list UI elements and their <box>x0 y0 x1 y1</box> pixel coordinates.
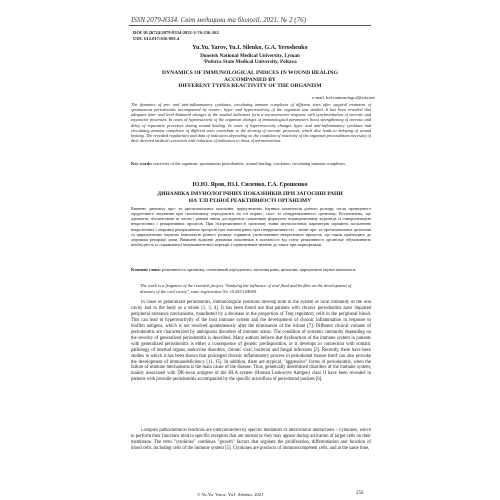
authors-en: Yu.Yu. Yarov, Yu.I. Silenko, G.A. Yeroshenko <box>192 45 308 51</box>
affiliation-2: ¹Poltava State Medical University, Poltava <box>203 59 297 65</box>
body-paragraph-1: In cases of generalized periodontitis, immunological reactions develop both in the system of local immunity of the oral cavity and in the body as a whole [1, 3, 4]. It has been found out that patients with chronic periodontitis have impaired peripheral tolerance mechanisms, manifested by a decrease in the proportion of Treg regulatory cells in the peripheral blood. This can lead to hyperreactivity of the host immune system and the development of chronic inflammation in response to biofilm antigens, which is not resolved spontaneously after the elimination of the irritant [7]. Different clinical variants of periodontitis are characterized by ambiguous disorders of immune status. The condition of systemic immunity depending on the severity of generalized periodontitis is described. Many authors believe that dysfunction of the immune system in patients with generalized periodontitis is either a consequence of genetic predisposition, or it develops in connection with somatic pathology of internal organs, endocrine disorders, chronic viral, bacterial and fungal infections [2]. Recently, there have been studies in which it has been shown that prolonged chronic inflammatory process in periodontal tissues itself can also provoke the development of immunodeficiency [11, 15]. In addition, there are atypical, "aggressive" forms of periodontitis, when the failure of immune mechanisms is the main cause of the disease. Thus, genetically determined disorders of the immune system, mainly associated with DR-locus antigens of the HLA system (Human Leukocyte Antigen) class II have been revealed in patients with juvenile periodontitis accompanied by the specific microflora of periodontal pockets [6]. <box>131 300 371 383</box>
abstract-en: The dynamics of pro- and anti-inflammatory cytokines, circulating immune complexes of different sizes after surgical treatment of spontaneous periodontitis accompanied by normo-, hypo- and hyperreactivity of the organism was studied. It has been revealed that adequate time- and level-balanced changes in the studied indicators form a normoreactive response with synchronization of necrotic and reparative processes. In cases of hyporeactivity of the organism changes of immunological parameters boost strengthening of necrotic and delay of reparative processes during wound healing. In cases of hyperreactivity changes hypo- and anti-inflammatory cytokines and circulating immune complexes of different sizes contribute to the slowing of necrotic processes, which also leads to delaying of wound healing. The revealed regularities and data of indicators depending on the condition of reactivity of the organism preconditions necessity of their directed medical correction with reduction of indicators to those of normoreaction. <box>131 102 371 144</box>
abstract-ua: Вивчено динаміку про- та протизапальних цитокінів, циркулюючих імунних комплексів різного розміру після проведеного хірургічного лікування при спонтанному періодонтиті на тлі нормо-, гіпо- та гіперреактивності організму. Встановлено, що адекватні, збалансовані за часом і рівнем зміни досліджених показників формують нормореактивну відповідь із синхронізацією некротичних і репаративних процесів. При гіпореактивності організму зміни імунологічних параметрів сприяють посиленню некротичних і затримці репаративних процесів при загоєнні рани; при гіперреактивності – зміни про- та протизапальних цитокінів та циркулюючих імунних комплексів різного розміру сприяють уповільненню некротичних процесів, що також призводить до затримки репарації рани. Виявлені відмінні динаміки показників в залежності від стану реактивності організму обумовлюють необхідність їх спрямованої медикаментозної корекції з приведенням значень до таких при нормореакції. <box>131 206 371 248</box>
title-ua <box>142 191 358 204</box>
research-note: The work is a fragment of the research project "Studying the influence of oral fluid and biofilm on the development of diseases of the oral cavity", state registration No. 0120U104694. <box>140 283 352 294</box>
title-en <box>142 70 358 90</box>
body-paragraph-2: Complex pathochemical reactions are interconnected by specific mediators of intercellular interactions – cytokines, which to perform their functions bind to specific receptors that are normal or they may appear during activation of target cells on their membrane. The term "cytokines" combines "growth" factors that regulate the proliferation, differentiation and function of blood cells, including cells of the immune system [5]. Cytokines are products of immunocompetent cells, and at the same time, <box>131 428 371 451</box>
title-ua-line-1: ДИНАМІКА ІМУНОЛОГІЧНИХ ПОКАЗНИКІВ ПРИ ЗАГОЄННІ РАНИ <box>157 191 343 197</box>
title-en-line-2: DIFFERENT TYPES REACTIVITY OF THE ORGANISM <box>178 83 322 90</box>
title-ua-line-2: НА ТЛІ РІЗНОЇ РЕАКТИВНОСТІ ОРГАНІЗМУ <box>188 197 312 204</box>
affiliation-1: Donetsk National Medical University, Lyman <box>200 53 300 59</box>
email-line: e-mail: kaf.onmurologo2@ukr.net <box>312 95 375 100</box>
page-number: 256 <box>356 491 364 496</box>
keywords-ua-label: Ключові слова: <box>131 267 161 272</box>
running-header: ISSN 2079-8334. Світ медицини та біології. 2021. № 2 (76) <box>131 16 306 24</box>
udc-line: UDC 612.017:616-001.4 <box>133 36 180 41</box>
doi-line: DOI 10.26724/2079-8334-2021-2-76-256-262 <box>133 30 219 35</box>
copyright-footer: © Yu.Yu. Yarov, Yu.I. Silenko, 2021 <box>197 492 264 497</box>
header-rule <box>129 25 371 26</box>
authors-ua: Ю.Ю. Яров, Ю.І. Силенко, Г.А. Єрошенко <box>192 182 308 188</box>
keywords-ua-text: реактивність організму, спонтанний періодонтит, загоєння рани, цитокіни, циркулюючі імунні комплекси. <box>162 267 357 272</box>
keywords-en <box>131 161 371 166</box>
keywords-en-label: Key words: <box>131 161 153 166</box>
keywords-ua <box>131 267 371 272</box>
title-en-line-1: DYNAMICS OF IMMUNOLOGICAL INDICES IN WOUND HEALING ACCOMPANIED BY <box>162 70 338 83</box>
keywords-en-text: reactivity of the organism, spontaneous periodontitis, wound healing, cytokines, circulating immune complexes. <box>153 161 346 166</box>
